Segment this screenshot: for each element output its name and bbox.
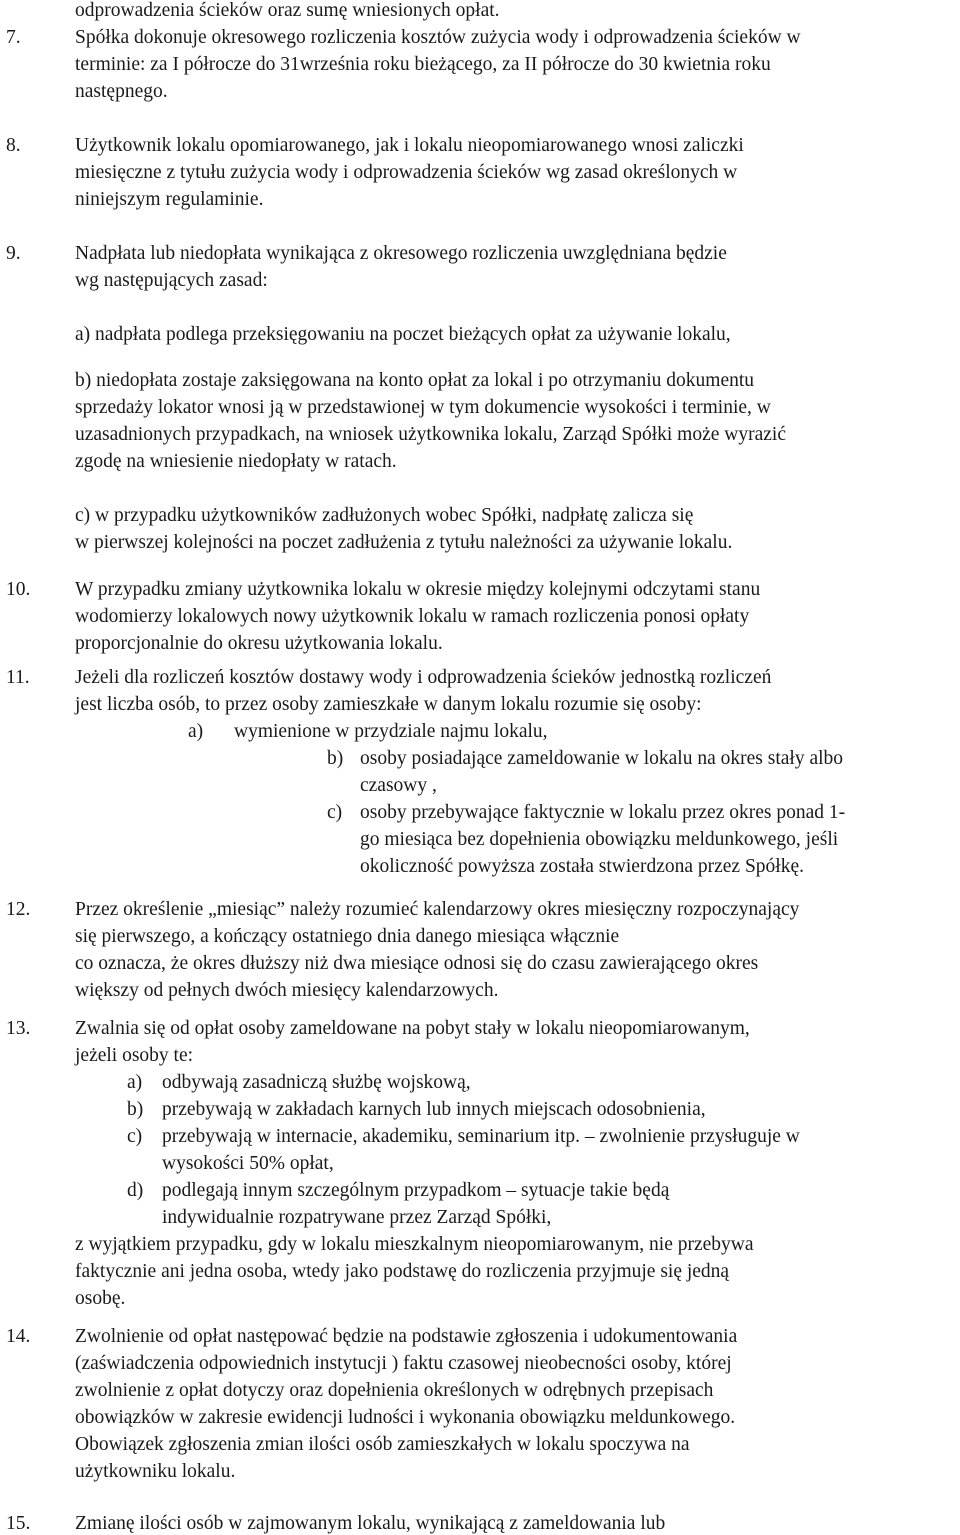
text-line: Zmianę ilości osób w zajmowanym lokalu, wynikającą z zameldowania lub (75, 1513, 666, 1534)
text-line: odbywają zasadniczą służbę wojskową, (162, 1072, 471, 1093)
list-marker: b) (327, 748, 344, 769)
text-line: Jeżeli dla rozliczeń kosztów dostawy wody i odprowadzenia ścieków jednostką rozliczeń (75, 667, 772, 688)
text-line: wg następujących zasad: (75, 270, 268, 291)
text-line: wodomierzy lokalowych nowy użytkownik lokalu w ramach rozliczenia ponosi opłaty (75, 606, 750, 627)
text-line: podlegają innym szczególnym przypadkom – sytuacje takie będą (162, 1180, 670, 1201)
list-marker: 11. (6, 667, 30, 688)
text-line: uzasadnionych przypadkach, na wniosek użytkownika lokalu, Zarząd Spółki może wyrazić (75, 424, 786, 445)
text-line: osobę. (75, 1288, 126, 1309)
text-line: Zwolnienie od opłat następować będzie na podstawie zgłoszenia i udokumentowania (75, 1326, 738, 1347)
text-line: z wyjątkiem przypadku, gdy w lokalu mieszkalnym nieopomiarowanym, nie przebywa (75, 1234, 754, 1255)
text-line: odprowadzenia ścieków oraz sumę wniesionych opłat. (75, 0, 500, 21)
text-line: sprzedaży lokator wnosi ją w przedstawionej w tym dokumencie wysokości i terminie, w (75, 397, 771, 418)
text-line: go miesiąca bez dopełnienia obowiązku meldunkowego, jeśli (360, 829, 839, 850)
text-line: wymienione w przydziale najmu lokalu, (234, 721, 548, 742)
text-line: b) niedopłata zostaje zaksięgowana na konto opłat za lokal i po otrzymaniu dokumentu (75, 370, 755, 391)
text-line: zgodę na wniesienie niedopłaty w ratach. (75, 451, 397, 472)
list-marker: c) (327, 802, 343, 823)
list-marker: 13. (6, 1018, 31, 1039)
text-line: miesięczne z tytułu zużycia wody i odprowadzenia ścieków wg zasad określonych w (75, 162, 738, 183)
list-marker: 9. (6, 243, 21, 264)
list-marker: a) (127, 1072, 143, 1093)
list-marker: c) (127, 1126, 143, 1147)
text-line: zwolnienie z opłat dotyczy oraz dopełnienia określonych w odrębnych przepisach (75, 1380, 714, 1401)
text-line: Spółka dokonuje okresowego rozliczenia kosztów zużycia wody i odprowadzenia ścieków w (75, 27, 801, 48)
text-line: przebywają w zakładach karnych lub innych miejscach odosobnienia, (162, 1099, 706, 1120)
text-line: jeżeli osoby te: (75, 1045, 194, 1066)
list-marker: d) (127, 1180, 144, 1201)
text-line: a) nadpłata podlega przeksięgowaniu na poczet bieżących opłat za używanie lokalu, (75, 324, 731, 345)
text-line: użytkowniku lokalu. (75, 1461, 236, 1482)
list-marker: b) (127, 1099, 144, 1120)
text-line: obowiązków w zakresie ewidencji ludności i wykonania obowiązku meldunkowego. (75, 1407, 736, 1428)
text-line: Nadpłata lub niedopłata wynikająca z okresowego rozliczenia uwzględniana będzie (75, 243, 727, 264)
text-line: Obowiązek zgłoszenia zmian ilości osób zamieszkałych w lokalu spoczywa na (75, 1434, 690, 1455)
list-marker: 7. (6, 27, 21, 48)
text-line: osoby posiadające zameldowanie w lokalu na okres stały albo (360, 748, 844, 769)
text-line: co oznacza, że okres dłuższy niż dwa miesiące odnosi się do czasu zawierającego okres (75, 953, 759, 974)
list-marker: 14. (6, 1326, 31, 1347)
text-line: w pierwszej kolejności na poczet zadłużenia z tytułu należności za używanie lokalu. (75, 532, 733, 553)
text-line: przebywają w internacie, akademiku, seminarium itp. – zwolnienie przysługuje w (162, 1126, 800, 1147)
text-line: W przypadku zmiany użytkownika lokalu w okresie między kolejnymi odczytami stanu (75, 579, 761, 600)
list-marker: 12. (6, 899, 31, 920)
list-marker: a) (188, 721, 204, 742)
text-line: osoby przebywające faktycznie w lokalu przez okres ponad 1- (360, 802, 846, 823)
text-line: niniejszym regulaminie. (75, 189, 264, 210)
list-marker: 10. (6, 579, 31, 600)
text-line: się pierwszego, a kończący ostatniego dnia danego miesiąca włącznie (75, 926, 620, 947)
text-line: Przez określenie „miesiąc” należy rozumieć kalendarzowy okres miesięczny rozpoczynający (75, 899, 800, 920)
text-line: (zaświadczenia odpowiednich instytucji ) faktu czasowej nieobecności osoby, której (75, 1353, 732, 1374)
text-line: c) w przypadku użytkowników zadłużonych wobec Spółki, nadpłatę zalicza się (75, 505, 694, 526)
text-line: okoliczność powyższa została stwierdzona przez Spółkę. (360, 856, 805, 877)
list-marker: 8. (6, 135, 21, 156)
text-line: jest liczba osób, to przez osoby zamieszkałe w danym lokalu rozumie się osoby: (75, 694, 702, 715)
text-line: indywidualnie rozpatrywane przez Zarząd Spółki, (162, 1207, 552, 1228)
text-line: następnego. (75, 81, 168, 102)
text-line: faktycznie ani jedna osoba, wtedy jako podstawę do rozliczenia przyjmuje się jedną (75, 1261, 730, 1282)
text-line: terminie: za I półrocze do 31września roku bieżącego, za II półrocze do 30 kwietnia roku (75, 54, 771, 75)
text-line: czasowy , (360, 775, 437, 796)
text-line: Zwalnia się od opłat osoby zameldowane na pobyt stały w lokalu nieopomiarowanym, (75, 1018, 750, 1039)
list-marker: 15. (6, 1513, 31, 1534)
text-line: Użytkownik lokalu opomiarowanego, jak i lokalu nieopomiarowanego wnosi zaliczki (75, 135, 744, 156)
text-line: wysokości 50% opłat, (162, 1153, 334, 1174)
text-line: proporcjonalnie do okresu użytkowania lokalu. (75, 633, 443, 654)
text-line: większy od pełnych dwóch miesięcy kalendarzowych. (75, 980, 499, 1001)
